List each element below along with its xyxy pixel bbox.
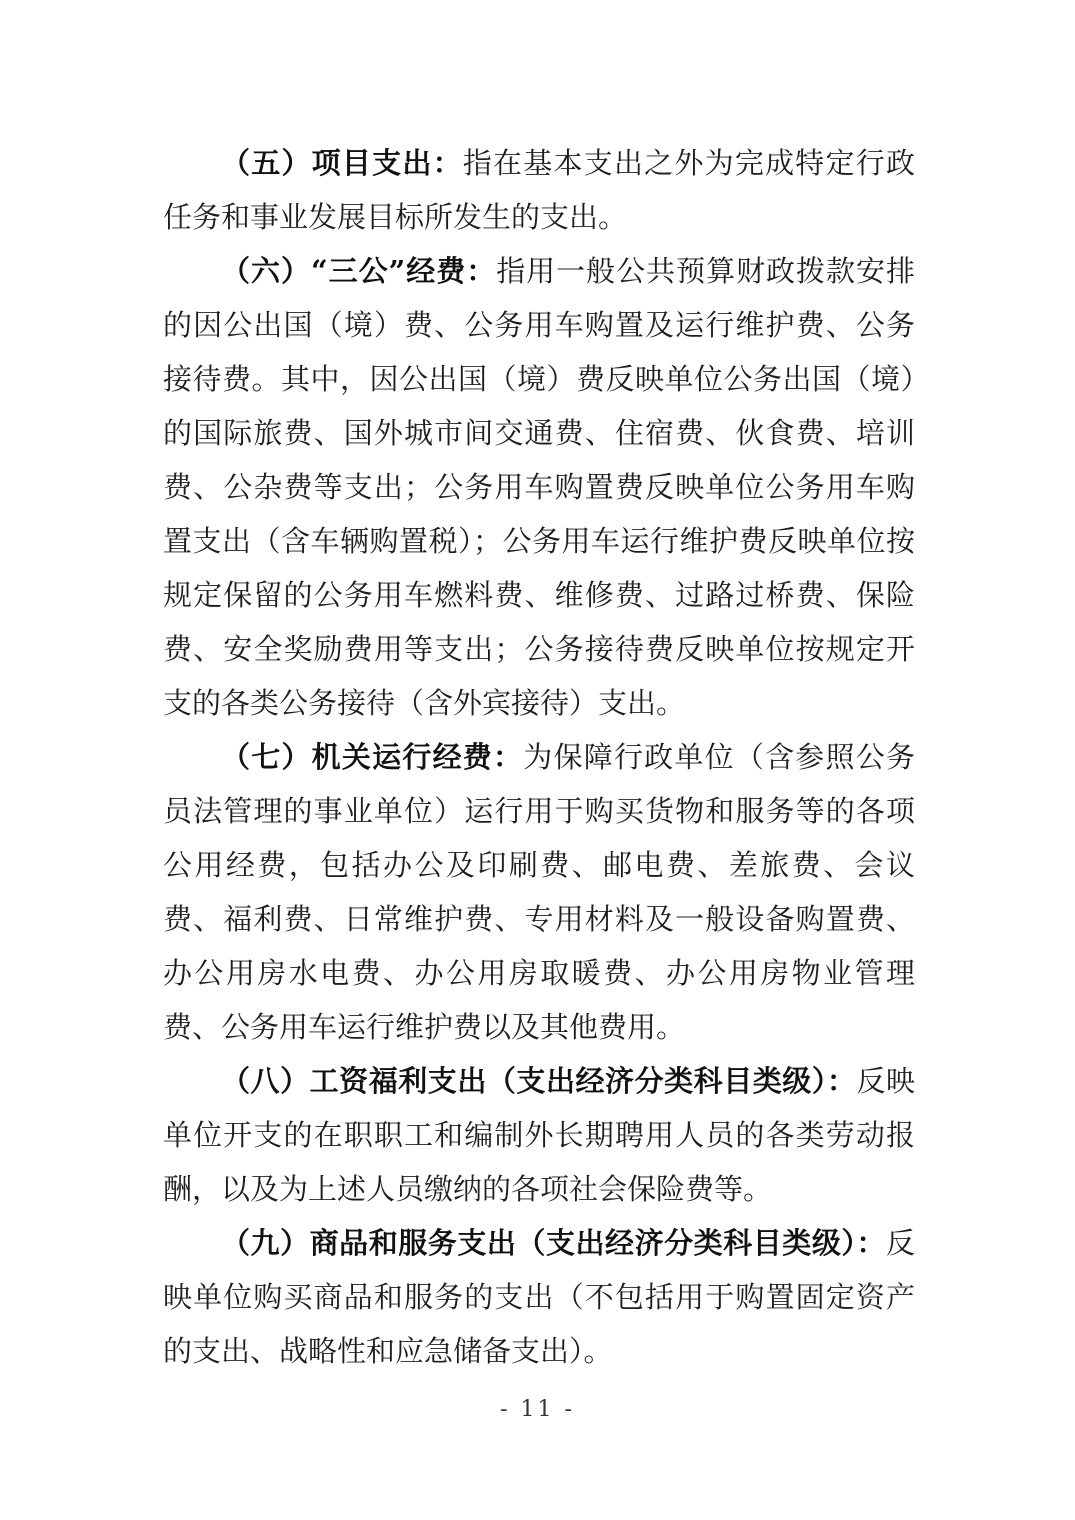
paragraph-item-8 (163, 1054, 915, 1216)
paragraph-heading: （六）“三公”经费： (221, 254, 497, 288)
paragraph-item-5 (163, 136, 915, 244)
paragraph-item-9 (163, 1216, 915, 1378)
paragraph-heading: （九）商品和服务支出（支出经济分类科目类级）： (221, 1226, 886, 1260)
document-text-block (163, 136, 915, 1378)
paragraph-item-7 (163, 730, 915, 1054)
page-number: - 11 - (500, 1397, 575, 1422)
paragraph-body: 反映单位购买商品和服务的支出（不包括用于购置固定资产的支出、战略性和应急储备支出）。 (163, 1226, 915, 1368)
paragraph-body: 反映单位开支的在职职工和编制外长期聘用人员的各类劳动报酬，以及为上述人员缴纳的各项社会保险费等。 (163, 1064, 915, 1206)
paragraph-item-6 (163, 244, 915, 730)
paragraph-body: 为保障行政单位（含参照公务员法管理的事业单位）运行用于购买货物和服务等的各项公用经费，包括办公及印刷费、邮电费、差旅费、会议费、福利费、日常维护费、专用材料及一般设备购置费、办公用房水电费、办公用房取暖费、办公用房物业管理费、公务用车运行维护费以及其他费用。 (163, 740, 915, 1044)
paragraph-heading: （五）项目支出： (221, 146, 463, 180)
paragraph-heading: （七）机关运行经费： (221, 740, 524, 774)
paragraph-body: 指在基本支出之外为完成特定行政任务和事业发展目标所发生的支出。 (163, 146, 915, 234)
paragraph-body: 指用一般公共预算财政拨款安排的因公出国（境）费、公务用车购置及运行维护费、公务接待费。其中，因公出国（境）费反映单位公务出国（境）的国际旅费、国外城市间交通费、住宿费、伙食费、培训费、公杂费等支出；公务用车购置费反映单位公务用车购置支出（含车辆购置税）；公务用车运行维护费反映单位按规定保留的公务用车燃料费、维修费、过路过桥费、保险费、安全奖励费用等支出；公务接待费反映单位按规定开支的各类公务接待（含外宾接待）支出。 (163, 254, 915, 720)
paragraph-heading: （八）工资福利支出（支出经济分类科目类级）： (221, 1064, 857, 1098)
